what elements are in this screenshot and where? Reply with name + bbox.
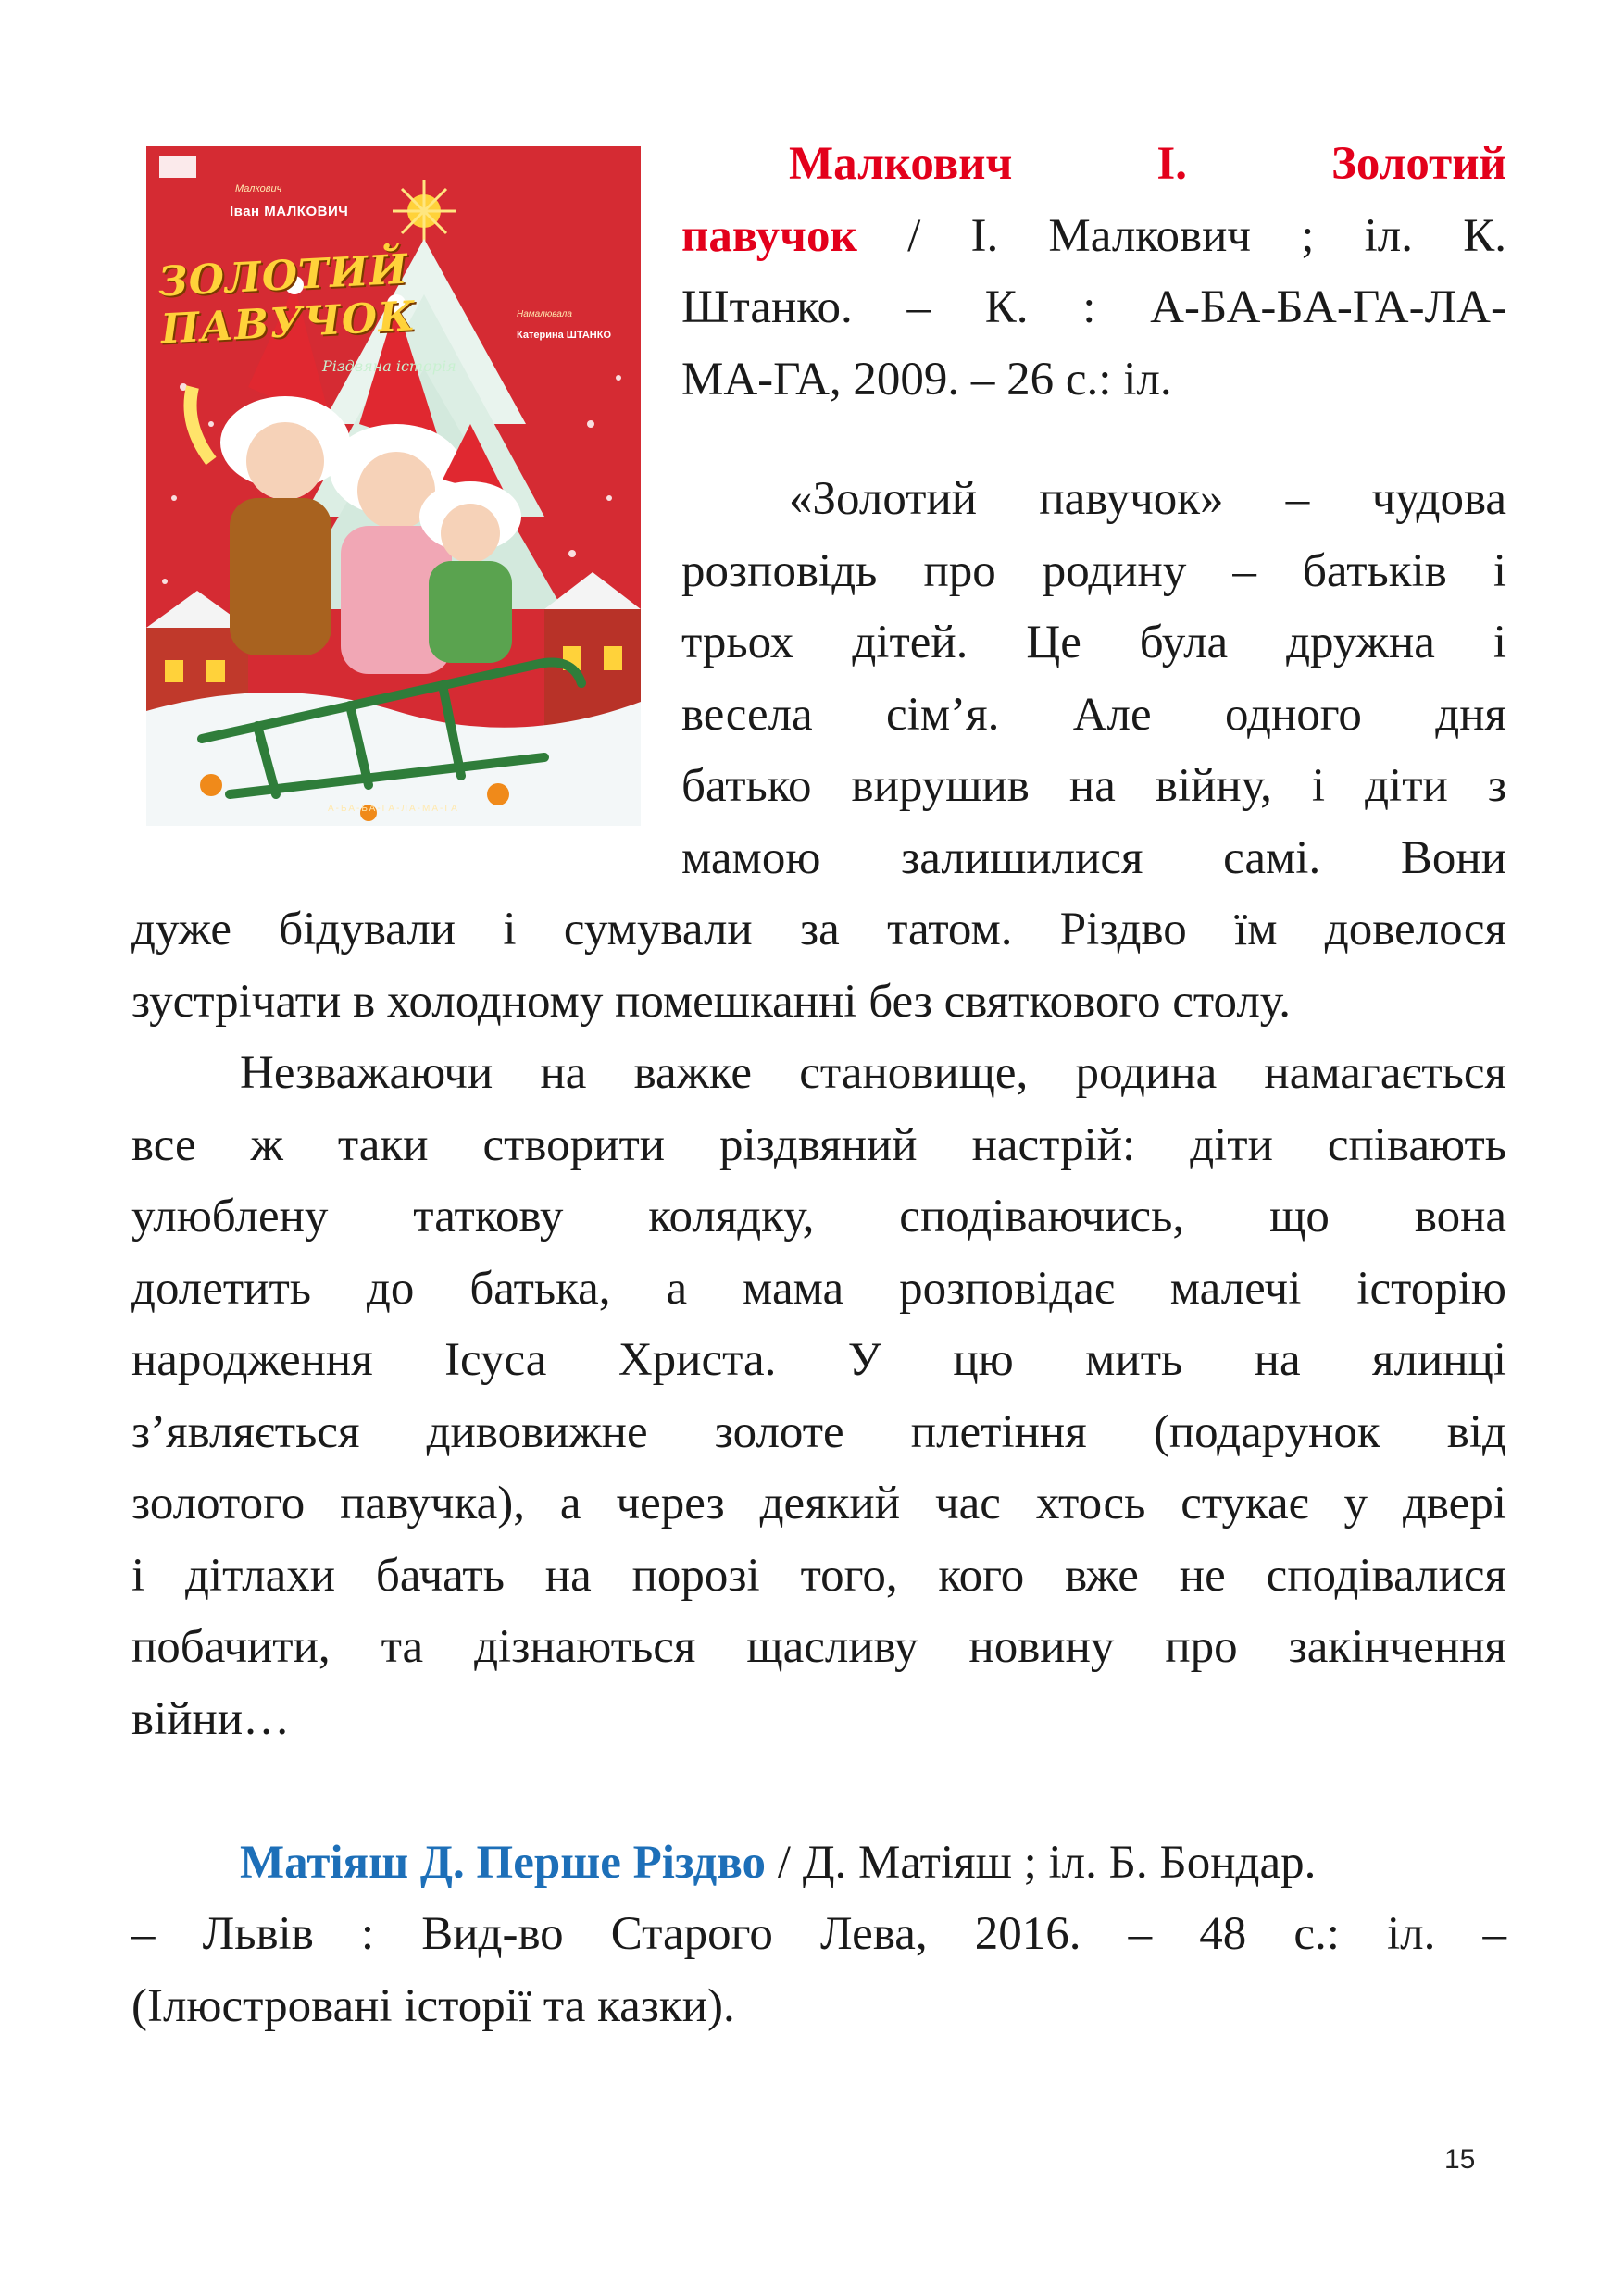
entry1-heading-word: І. bbox=[1156, 138, 1187, 190]
cover-small-author: Малкович bbox=[235, 183, 282, 194]
entry2-citation-line2: – Львів : Вид-во Старого Лева, 2016. – 48 с.: іл. – bbox=[131, 1908, 1506, 1960]
entry1-heading-line1 bbox=[789, 137, 1506, 193]
entry1-heading-word: павучок bbox=[681, 210, 857, 262]
cover-title: ЗОЛОТИЙ ПАВУЧОК bbox=[156, 245, 418, 354]
paragraph-line: і дітлахи бачать на порозі того, кого вже не сподівалися bbox=[131, 1550, 1506, 1602]
cover-publisher: А-БА-БА-ГА-ЛА-МА-ГА bbox=[328, 804, 459, 814]
entry1-heading-word: Малкович bbox=[789, 138, 1013, 190]
description-line: батько вирушив на війну, і діти з bbox=[681, 760, 1506, 812]
paragraph-line: Незважаючи на важке становище, родина намагається bbox=[240, 1047, 1506, 1099]
entry1-citation-line3: Штанко. – К. : А-БА-БА-ГА-ЛА- bbox=[681, 281, 1506, 333]
entry1-citation-line4: МА-ГА, 2009. – 26 с.: іл. bbox=[681, 354, 1172, 406]
page-number: 15 bbox=[1444, 2144, 1476, 2175]
paragraph-line: з’являється дивовижне золоте плетіння (подарунок від bbox=[131, 1406, 1506, 1458]
entry2-citation-line3: (Ілюстровані історії та казки). bbox=[131, 1980, 735, 2032]
entry2-citation-line1 bbox=[240, 1836, 1316, 1890]
cover-illustrator-label: Намалювала bbox=[517, 309, 572, 319]
paragraph-line: побачити, та дізнаються щасливу новину про закінчення bbox=[131, 1621, 1506, 1673]
description-line: весела сім’я. Але одного дня bbox=[681, 689, 1506, 741]
cover-illustrator-name: Катерина ШТАНКО bbox=[517, 330, 612, 341]
description-line: трьох дітей. Це була дружна і bbox=[681, 617, 1506, 668]
description-line: мамою залишилися самі. Вони bbox=[681, 832, 1506, 884]
entry1-citation-text: / І. Малкович ; іл. К. bbox=[907, 210, 1506, 262]
entry1-citation-line2 bbox=[681, 209, 1506, 265]
cover-author: Іван МАЛКОВИЧ bbox=[230, 204, 349, 219]
paragraph-line: війни… bbox=[131, 1693, 291, 1745]
book-cover-image bbox=[146, 146, 641, 826]
paragraph-line: народження Ісуса Христа. У цю мить на ялинці bbox=[131, 1334, 1506, 1386]
entry2-citation-text: / Д. Матіяш ; іл. Б. Бондар. bbox=[766, 1837, 1317, 1889]
entry2-heading: Матіяш Д. Перше Різдво bbox=[240, 1837, 767, 1889]
paragraph-line: золотого павучка), а через деякий час хтось стукає у двері bbox=[131, 1478, 1506, 1529]
entry1-heading-word: Золотий bbox=[1330, 138, 1506, 190]
description-line: «Золотий павучок» – чудова bbox=[789, 473, 1506, 525]
paragraph-line: улюблену таткову колядку, сподіваючись, що вона bbox=[131, 1191, 1506, 1242]
paragraph-line: все ж таки створити різдвяний настрій: діти співають bbox=[131, 1119, 1506, 1171]
description-line: розповідь про родину – батьків і bbox=[681, 545, 1506, 597]
description-line: дуже бідували і сумували за татом. Різдво їм довелося bbox=[131, 904, 1506, 955]
paragraph-line: долетить до батька, а мама розповідає малечі історію bbox=[131, 1263, 1506, 1315]
cover-subtitle: Різдвяна історія bbox=[322, 357, 456, 375]
description-line: зустрічати в холодному помешканні без святкового столу. bbox=[131, 976, 1291, 1028]
